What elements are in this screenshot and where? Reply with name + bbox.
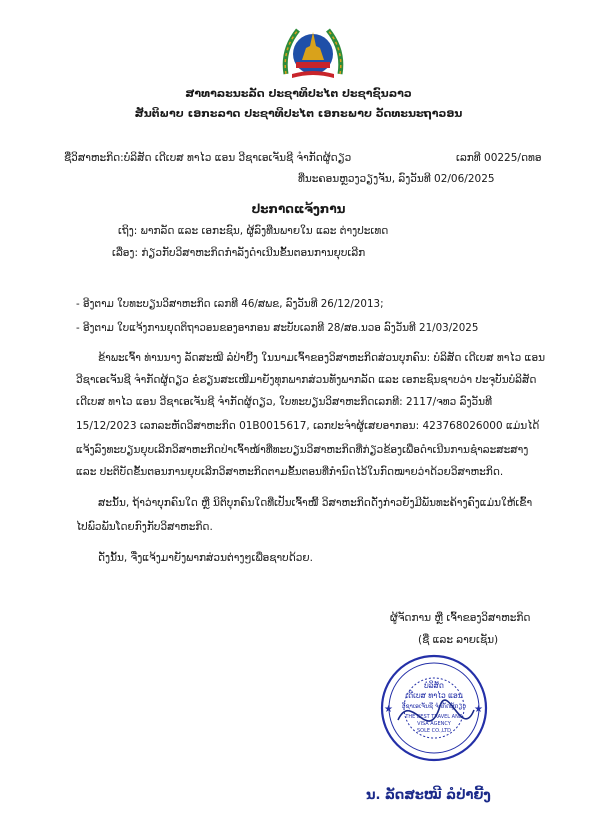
paragraph-2-line: ສະນັ້ນ, ຖ້າວ່າບຸກຄົນໃດ ຫຼື ນິຕິບຸກຄົນໃດທີ່ເປັນເຈົ້າໜີ້ ວິສາຫະກິດດັ່ງກ່າວຍັງມີພັນທະຄ້າງຄົງແມ່ນໃຫ້ເຂົ້າ	[98, 497, 533, 509]
paragraph-1-line: ເດີເບສ ທາໄວ ແອນ ວີຊາເອເຈັນຊີ ຈໍາກັດຜູ້ດຽວ, ໃບທະບຽນວິສາຫະກິດເລກທີ: 2117/ຈທວ ລົງວັນທີ	[76, 396, 492, 408]
lao-national-emblem-icon	[280, 22, 346, 80]
stamp-company-en-2: VISA AGENCY	[417, 721, 451, 727]
signature-note: (ຊື່ ແລະ ລາຍເຊັນ)	[418, 634, 499, 646]
stamp-company-lao-2: ເດີເບສ ທາໄວ ແອນ	[405, 691, 463, 700]
stamp-company-en-3: SOLE CO.,LTD	[416, 728, 452, 734]
company-stamp	[378, 650, 490, 770]
paragraph-1-line: ແຈ້ງລົງທະບຽນຍຸບເລີກວິສາຫະກິດປ່າເຈົ້າໜ້າທີ່ທະບຽນວິສາຫະກິດທີ່ກ່ຽວຂ້ອງເພື່ອດໍາເນີນການຊໍາລະສະສາງ	[76, 444, 529, 456]
republic-name: ສາທາລະນະລັດ ປະຊາທິປະໄຕ ປະຊາຊົນລາວ	[185, 87, 412, 100]
paragraph-1-line: ວີຊາເອເຈັນຊີ ຈໍາກັດຜູ້ດຽວ ຂໍຮຽນສະເໜີມາຍັງທຸກພາກສ່ວນທັງພາກລັດ ແລະ ເອກະຊົນຊາບວ່າ ປະຈຸບັນບໍລິສັດ	[76, 374, 537, 386]
svg-text:★: ★	[384, 704, 393, 715]
stamp-company-en-1: THE BEST TRAVEL AND	[405, 714, 463, 720]
national-motto: ສັນຕິພາບ ເອກະລາດ ປະຊາທິປະໄຕ ເອກະພາບ ວັດທະນະຖາວອນ	[134, 107, 463, 120]
paragraph-3: ດັ່ງນັ້ນ, ຈື່ງແຈ້ງມາຍັງພາກສ່ວນຕ່າງໆເພື່ອຊາບດ້ວຍ.	[98, 552, 313, 564]
reference-1: - ອີງຕາມ ໃບທະບຽນວິສາຫະກິດ ເລກທີ 46/ສພຂ, ລົງວັນທີ 26/12/2013;	[76, 298, 384, 310]
paragraph-2-line: ໄປພົວພັນໂດຍກົງກັບວິສາຫະກິດ.	[76, 521, 213, 533]
paragraph-1-line: 15/12/2023 ເລກລະຫັດວິສາຫະກິດ 01B0015617, ເລກປະຈໍາຜູ້ເສຍອາກອນ: 423768026000 ແມ່ນໄດ້	[76, 420, 540, 432]
stamp-company-lao-1: ບໍລິສັດ	[424, 681, 444, 690]
svg-text:★: ★	[474, 704, 483, 715]
signatory-role: ຜູ້ຈັດການ ຫຼື ເຈົ້າຂອງວິສາຫະກິດ	[390, 612, 531, 624]
document-number: ເລກທີ 00225/ດທອ	[456, 152, 542, 164]
company-name-line: ຊື່ວິສາຫະກິດ:ບໍລິສັດ ເດີເບສ ທາໄວ ແອນ ວີຊາເອເຈັນຊີ ຈໍາກັດຜູ້ດຽວ	[64, 152, 352, 164]
announcement-title: ປະກາດແຈ້ງການ	[251, 202, 346, 216]
stamp-company-lao-3: ວີຊາເອເຈັນຊີ ຈໍາກັດຜູ້ດຽວ	[401, 703, 467, 710]
recipients-line: ເຖິງ: ພາກລັດ ແລະ ເອກະຊົນ, ຜູ້ລົງທືນພາຍໃນ ແລະ ຕ່າງປະເທດ	[118, 225, 389, 237]
paragraph-1-line: ຂ້າພະເຈົ້າ ທ່ານນາງ ລັດສະໝີ ລໍປ່າຍີ້ງ ໃນນາມເຈົ້າຂອງວິສາຫະກິດສ່ວນບຸກຄົນ: ບໍລິສັດ ເດີເບສ ທາໄວ ແອນ	[98, 352, 546, 364]
place-and-date: ທີ່ນະຄອນຫຼວງວຽງຈັນ, ລົງວັນທີ 02/06/2025	[298, 173, 495, 185]
subject-line: ເລື່ອງ: ກ່ຽວກັບວິສາຫະກິດກໍາລັງດໍາເນີນຂັ້ນຕອນການຍຸບເລີກ	[112, 247, 366, 259]
paragraph-1-line: ແລະ ປະຕິບັດຂັ້ນຕອນການຍຸບເລີກວິສາຫະກິດຕາມຂັ້ນຕອນທີ່ກໍານົດໄວ້ໃນກົດໝາຍວ່າດ້ວຍວິສາຫະກິດ.	[76, 466, 504, 478]
signer-name: ນ. ລັດສະໝີ ລໍປ່າຍີ້ງ	[366, 788, 491, 803]
reference-2: - ອີງຕາມ ໃບແຈ້ງການຍຸດຕິຖາວອນຂອງອາກອນ ສະບັບເລກທີ 28/ສອ.ນວອ ລົງວັນທີ 21/03/2025	[76, 322, 479, 334]
